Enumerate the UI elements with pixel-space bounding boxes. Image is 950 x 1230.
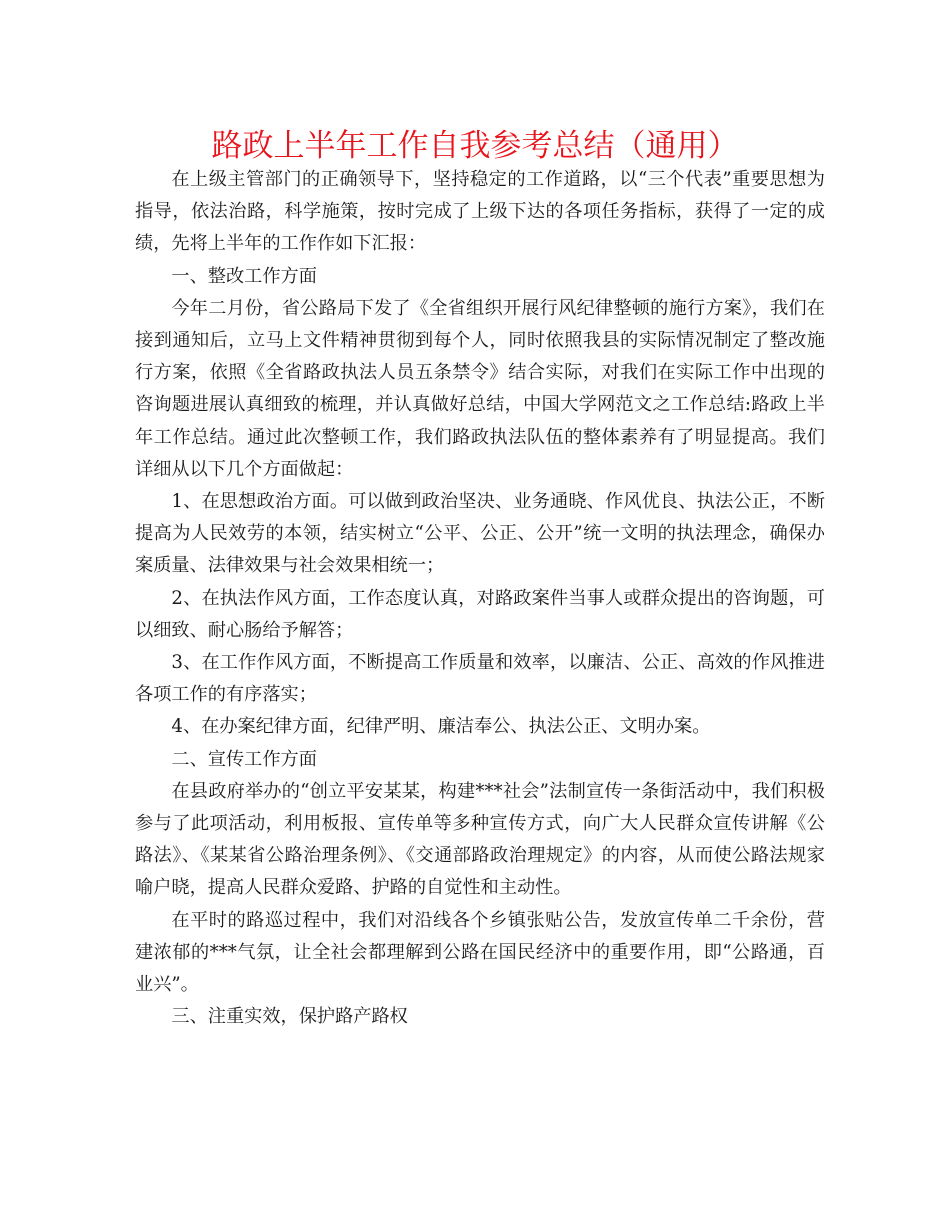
section-heading-rectification: 一、整改工作方面 — [171, 265, 317, 287]
rectification-paragraph: 今年二月份，省公路局下发了《全省组织开展行风纪律整顿的施行方案》，我们在接到通知后，立马上文件精神贯彻到每个人，同时依照我县的实际情况制定了整改施行方案，依照《全省路政执法人员五条禁令》结合实际，对我们在实际工作中出现的咨询题进展认真细致的梳理，并认真做好总结，中国大学网范文之工作总结:路政上半年工作总结。通过此次整顿工作，我们路政执法队伍的整体素养有了明显提高。我们详细从以下几个方面做起： — [135, 297, 825, 480]
list-item-case-discipline: 4、在办案纪律方面，纪律严明、廉洁奉公、执法公正、文明办案。 — [171, 716, 711, 738]
intro-paragraph: 在上级主管部门的正确领导下，坚持稳定的工作道路，以“三个代表”重要思想为指导，依法治路，科学施策，按时完成了上级下达的各项任务指标，获得了一定的成绩，先将上半年的工作作如下汇报： — [135, 169, 825, 255]
list-item-political: 1、在思想政治方面。可以做到政治坚决、业务通晓、作风优良、执法公正，不断提高为人民效劳的本领，结实树立“公平、公正、公开”统一文明的执法理念，确保办案质量、法律效果与社会效果相统一； — [135, 491, 825, 577]
document-body — [135, 164, 825, 1033]
section-heading-road-protection: 三、注重实效，保护路产路权 — [171, 1006, 408, 1028]
document-title: 路政上半年工作自我参考总结（通用） — [211, 128, 739, 164]
publicity-paragraph-1: 在县政府举办的“创立平安某某，构建***社会”法制宣传一条街活动中，我们积极参与了此项活动，利用板报、宣传单等多种宣传方式，向广大人民群众宣传讲解《公路法》、《某某省公路治理条例》、《交通部路政治理规定》的内容，从而使公路法规家喻户晓，提高人民群众爱路、护路的自觉性和主动性。 — [135, 780, 825, 899]
list-item-work-style: 3、在工作作风方面，不断提高工作质量和效率，以廉洁、公正、高效的作风推进各项工作的有序落实； — [135, 652, 825, 706]
publicity-paragraph-2: 在平时的路巡过程中，我们对沿线各个乡镇张贴公告，发放宣传单二千余份，营建浓郁的***气氛，让全社会都理解到公路在国民经济中的重要作用，即“公路通，百业兴”。 — [135, 909, 825, 996]
section-heading-publicity: 二、宣传工作方面 — [171, 748, 317, 770]
list-item-enforcement-style: 2、在执法作风方面，工作态度认真，对路政案件当事人或群众提出的咨询题，可以细致、耐心肠给予解答； — [135, 587, 825, 641]
